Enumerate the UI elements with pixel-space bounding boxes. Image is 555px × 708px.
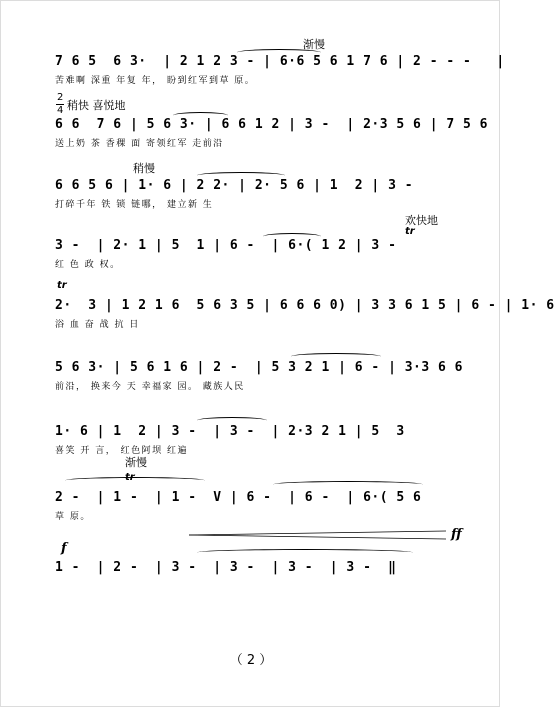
lyrics-line: 送上奶 茶 香稞 面 寄领红军 走前沿 [55, 139, 224, 149]
lyrics-line: 苦难啊 深重 年复 年， 盼到红军到草 原。 [55, 76, 256, 86]
trill-marking: tr [405, 226, 415, 237]
crescendo-hairpin [1, 1, 555, 708]
notation-line: 6 6 5 6 | 1· 6 | 2 2· | 2· 5 6 | 1 2 | 3 - [55, 178, 414, 193]
dynamic-fortissimo: ff [451, 527, 462, 542]
slur [197, 172, 285, 179]
slur [173, 112, 228, 119]
lyrics-line: 打碎千年 铁 锁 链哪， 建立新 生 [55, 200, 214, 210]
tempo-lively-marking: 稍快 喜悦地 [67, 99, 126, 112]
lyrics-line: 浴 血 奋 战 抗 日 [55, 320, 140, 330]
lyrics-line: 红 色 政 权。 [55, 260, 121, 270]
notation-line: 2· 3 | 1 2 1 6 5 6 3 5 | 6 6 6 0) | 3 3 6 1 5 | 6 - | 1· 6 [55, 298, 555, 313]
notation-line: 7 6 5 6 3· | 2 1 2 3 - | 6·6 5 6 1 7 6 | 2 - - - | [55, 54, 505, 69]
tempo-slower-marking: 渐慢 [303, 38, 325, 51]
trill-marking: tr [125, 472, 135, 483]
slur [273, 481, 423, 488]
slur [291, 353, 381, 360]
lyrics-line: 草 原。 [55, 512, 91, 522]
slur [65, 477, 205, 484]
slur [197, 549, 413, 556]
slur [263, 233, 321, 240]
notation-line: 6 6 7 6 | 5 6 3· | 6 6 1 2 | 3 - | 2·3 5 6 | 7 5 6 [55, 117, 488, 132]
notation-line: 1· 6 | 1 2 | 3 - | 3 - | 2·3 2 1 | 5 3 [55, 424, 405, 439]
notation-line: 3 - | 2· 1 | 5 1 | 6 - | 6·( 1 2 | 3 - [55, 238, 397, 253]
dynamic-forte: f [61, 541, 67, 556]
lyrics-line: 喜笑 开 言， 红色阿坝 红遍 [55, 446, 188, 456]
notation-line: 5 6 3· | 5 6 1 6 | 2 - | 5 3 2 1 | 6 - | 3·3 6 6 [55, 360, 464, 375]
trill-marking: tr [57, 280, 67, 291]
lyrics-line: 前沿， 换来今 天 幸福家 园。 藏族人民 [55, 382, 245, 392]
tempo-joyfully-marking: 欢快地 [405, 214, 438, 227]
slur [197, 417, 267, 424]
slur [237, 49, 321, 56]
notation-line: 1 - | 2 - | 3 - | 3 - | 3 - | 3 - ‖ [55, 560, 397, 575]
time-signature-bottom: 4 [57, 105, 64, 116]
page-number: （ 2 ） [229, 653, 273, 668]
tempo-slower-marking: 渐慢 [125, 456, 147, 469]
time-signature-top: 2 [57, 92, 64, 103]
tempo-slight-slow-marking: 稍慢 [133, 162, 155, 175]
notation-line: 2 - | 1 - | 1 - V | 6 - | 6 - | 6·( 5 6 [55, 490, 422, 505]
